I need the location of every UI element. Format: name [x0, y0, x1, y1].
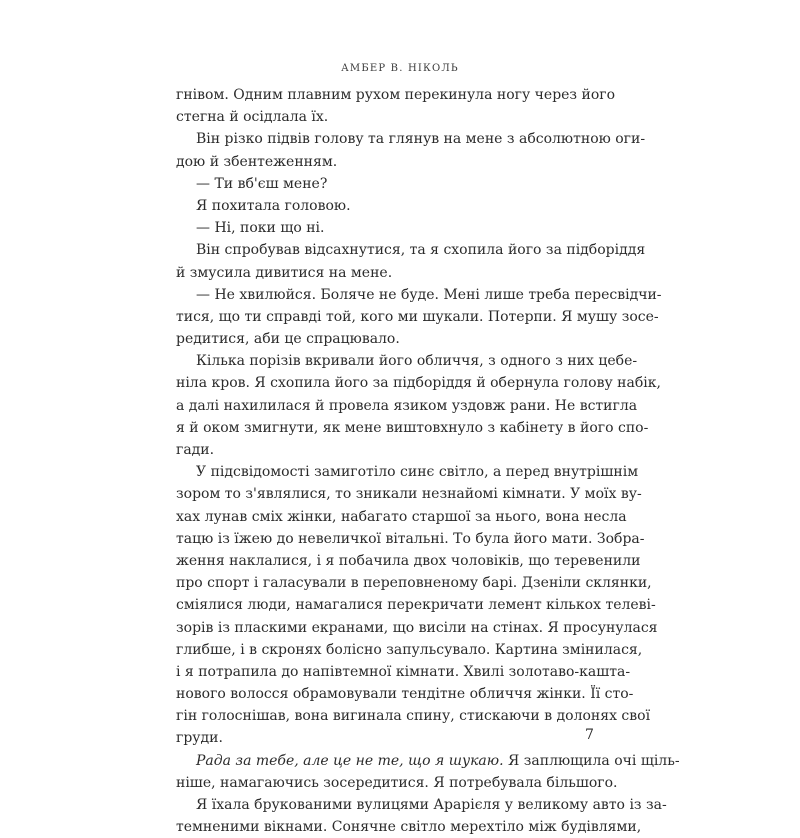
text-line: хах лунав сміх жінки, набагато старшої за нього, вона несла — [176, 508, 627, 525]
text-line: Він спробував відсахнутися, та я схопила його за підборіддя — [196, 242, 646, 259]
line-rest: Я заплющила очі щіль- — [503, 752, 680, 769]
text-line: й змусила дивитися на мене. — [176, 264, 393, 281]
text-line: нового волосся обрамовували тендітне обличчя жінки. Її сто- — [176, 686, 634, 703]
text-line: — Не хвилюйся. Боляче не буде. Мені лише треба пересвідчи- — [196, 286, 662, 303]
text-line: глибше, і в скронях болісно запульсувало. Картина змінилася, — [176, 641, 643, 658]
text-line: а далі нахилилася й провела язиком уздовж рани. Не встигла — [176, 397, 638, 414]
text-line: і я потрапила до напівтемної кімнати. Хвилі золотаво-кашта- — [176, 663, 631, 680]
text-line: У підсвідомості замиготіло синє світло, а перед внутрішнім — [196, 464, 639, 481]
text-line: тацю із їжею до невеличкої вітальні. То була його мати. Зобра- — [176, 530, 645, 547]
text-line: гін голоснішав, вона вигинала спину, стискаючи в долонях свої — [176, 708, 651, 725]
text-line: зорів із пласкими екранами, що висіли на стінах. Я просунулася — [176, 619, 658, 636]
text-line: Кілька порізів вкривали його обличчя, з одного з них цебе- — [196, 353, 638, 370]
text-line: темненими вікнами. Сонячне світло мерехтіло між будівлями, — [176, 819, 642, 836]
text-line: Він різко підвів голову та глянув на мене з абсолютною оги- — [196, 131, 646, 148]
text-line: ження наклалися, і я побачила двох чоловіків, що теревенили — [176, 552, 641, 569]
text-line: — Ти вб'єш мене? — [196, 175, 328, 192]
text-line: тися, що ти справді той, кого ми шукали. Потерпи. Я мушу зосе- — [176, 308, 659, 325]
text-line: гнівом. Одним плавним рухом перекинула ногу через його — [176, 87, 616, 103]
page-number: 7 — [585, 727, 594, 743]
text-line: стегна й осідлала їх. — [176, 109, 329, 126]
running-head: АМБЕР В. НІКОЛЬ — [341, 63, 459, 74]
italic-phrase: Рада за тебе, але це не те, що я шукаю. — [196, 752, 504, 769]
text-line: зором то з'являлися, то зникали незнайомі кімнати. У моїх ву- — [176, 486, 642, 503]
text-line: сміялися люди, намагалися перекричати лемент кількох телеві- — [176, 597, 656, 614]
text-line: про спорт і галасували в переповненому барі. Дзеніли склянки, — [176, 575, 652, 592]
text-line: я й оком змигнути, як мене виштовхнуло з кабінету в його спо- — [176, 419, 649, 436]
text-line: ніла кров. Я схопила його за підборіддя й обернула голову набік, — [176, 375, 661, 392]
text-line: редитися, аби це спрацювало. — [176, 331, 400, 348]
text-line: ніше, намагаючись зосередитися. Я потребувала більшого. — [176, 774, 618, 791]
text-line: дою й збентеженням. — [176, 153, 338, 170]
body-text — [176, 84, 680, 838]
text-line: груди. — [176, 730, 223, 747]
text-line: гади. — [176, 442, 215, 458]
text-line: Я похитала головою. — [196, 197, 351, 214]
text-line — [176, 750, 680, 772]
text-line: — Ні, поки що ні. — [196, 220, 325, 237]
text-line: Я їхала брукованими вулицями Арарієля у великому авто із за- — [196, 797, 667, 813]
